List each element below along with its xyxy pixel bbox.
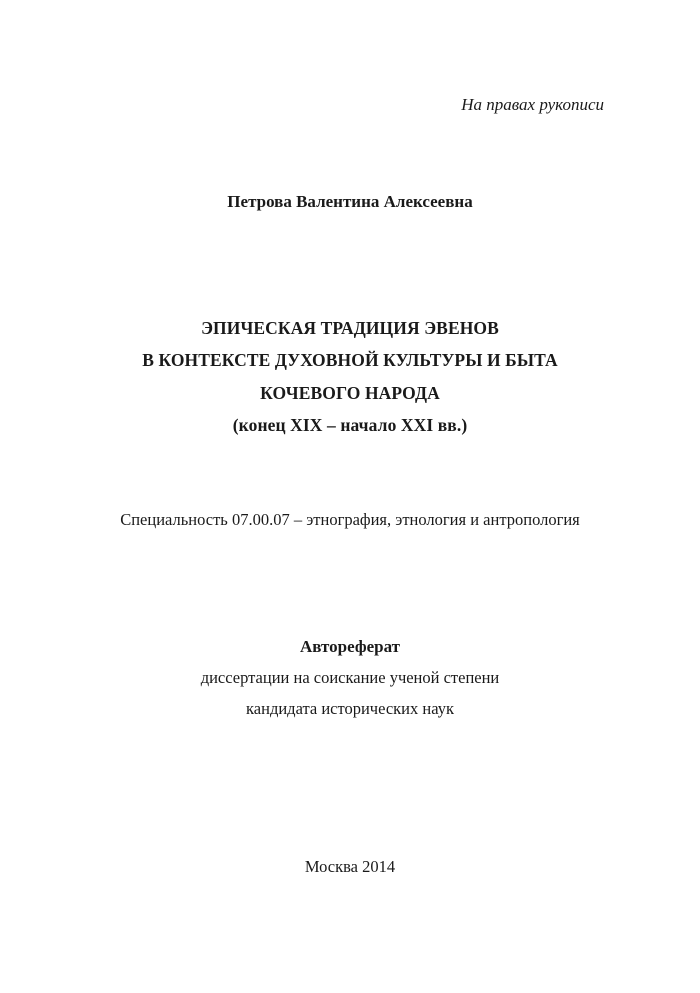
- place-year: Москва 2014: [304, 857, 396, 876]
- title-line: В КОНТЕКСТЕ ДУХОВНОЙ КУЛЬТУРЫ И БЫТА: [142, 350, 558, 370]
- author-name: Петрова Валентина Алексеевна: [227, 192, 473, 211]
- title-line: КОЧЕВОГО НАРОДА: [260, 383, 440, 403]
- specialty-line: Специальность 07.00.07 – этнография, этнология и антропология: [120, 510, 580, 529]
- abstract-description: диссертации на соискание ученой степени: [200, 668, 500, 687]
- rights-note: На правах рукописи: [461, 95, 604, 114]
- title-line: ЭПИЧЕСКАЯ ТРАДИЦИЯ ЭВЕНОВ: [201, 318, 499, 338]
- title-period: (конец XIX – начало XXI вв.): [232, 415, 468, 435]
- abstract-label: Автореферат: [299, 637, 401, 656]
- abstract-description: кандидата исторических наук: [246, 699, 454, 718]
